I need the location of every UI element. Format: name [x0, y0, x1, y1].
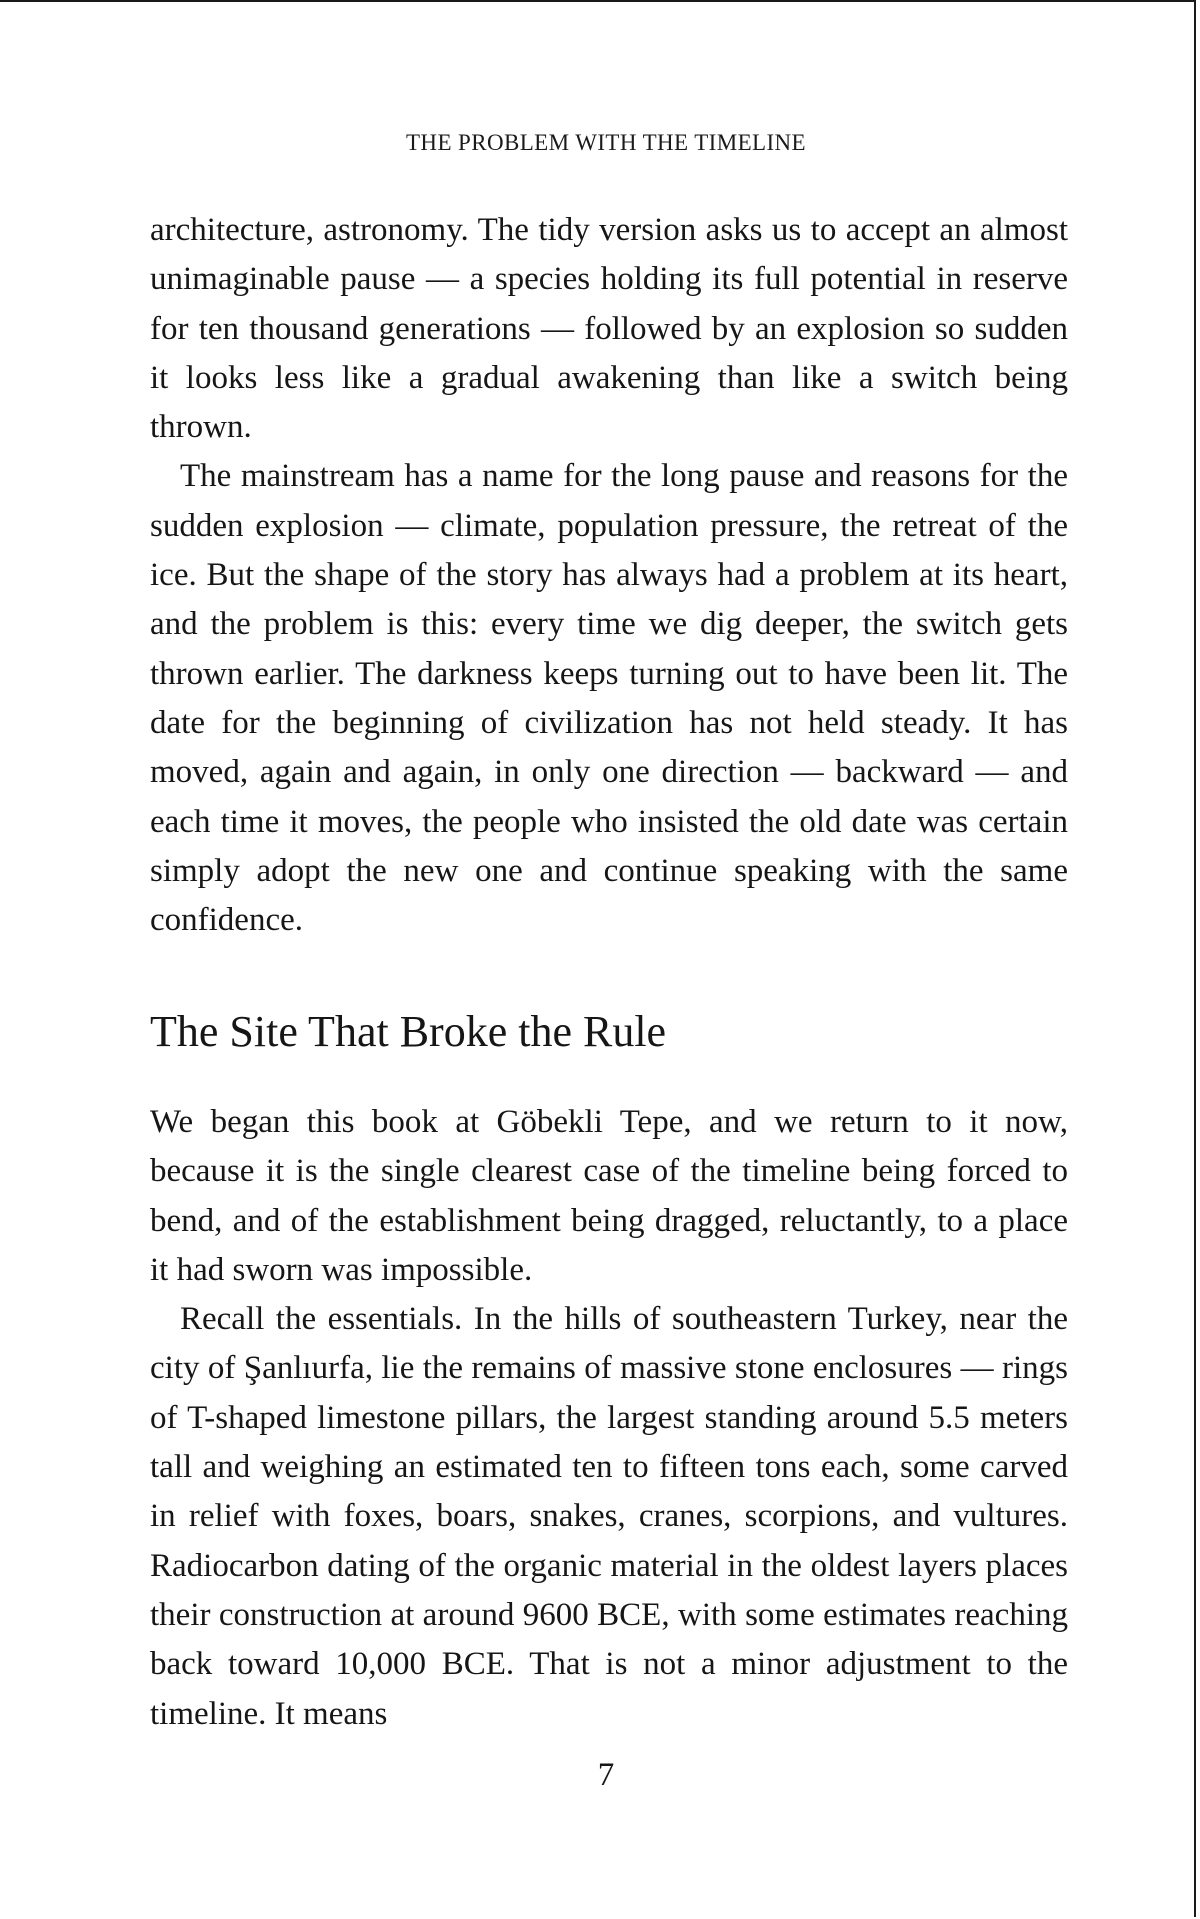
paragraph: The mainstream has a name for the long pause and reasons for the sudden explosion — climate, population pressure, the retreat of the ice. But the shape of the story has always had a problem at its heart, and the problem is this: every time we dig deeper, the switch gets thrown earlier. The darkness keeps turning out to have been lit. The date for the beginning of civilization has not held steady. It has moved, again and again, in only one direction — backward — and each time it moves, the people who insisted the old date was certain simply adopt the new one and continue speaking with the same confidence.	[150, 458, 1068, 939]
section-heading: The Site That Broke the Rule	[150, 1007, 667, 1056]
running-head: THE PROBLEM WITH THE TIMELINE	[405, 130, 806, 155]
paragraph: We began this book at Göbekli Tepe, and we return to it now, because it is the single clearest case of the timeline being forced to bend, and of the establishment being dragged, reluctantly, to a place it had sworn was impossible.	[150, 1104, 1068, 1288]
page-number: 7	[597, 1757, 615, 1793]
paragraph: Recall the essentials. In the hills of southeastern Turkey, near the city of Şanlıurfa, lie the remains of massive stone enclosures — rings of T-shaped limestone pillars, the largest standing around 5.5 meters tall and weighing an estimated ten to fifteen tons each, some carved in relief with foxes, boars, snakes, cranes, scorpions, and vultures. Radiocarbon dating of the organic material in the oldest layers places their construction at around 9600 BCE, with some estimates reaching back toward 10,000 BCE. That is not a minor adjustment to the timeline. It means	[150, 1301, 1068, 1732]
paragraph-continued: architecture, astronomy. The tidy version asks us to accept an almost unimaginable pause — a species holding its full potential in reserve for ten thousand generations — followed by an explosion so sudden it looks less like a gradual awakening than like a switch being thrown.	[150, 212, 1068, 446]
body-text-top	[150, 206, 1068, 945]
body-text-bottom	[150, 1098, 1068, 1739]
